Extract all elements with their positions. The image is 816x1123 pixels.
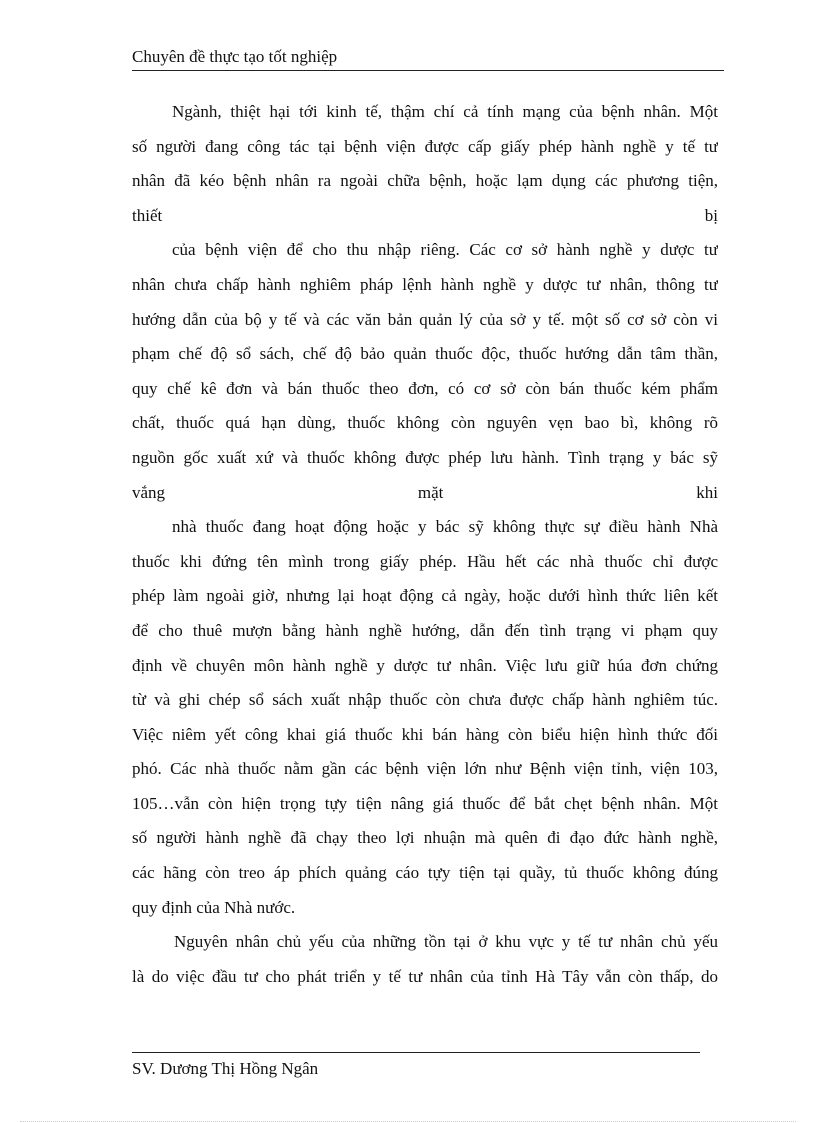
- paragraph-line: từ và ghi chép sổ sách xuất nhập thuốc còn chưa được chấp hành nghiêm túc.: [132, 690, 718, 710]
- header-divider: [132, 70, 724, 71]
- paragraph-line: các hãng còn treo áp phích quảng cáo tựy tiện tại quầy, tủ thuốc không đúng: [132, 863, 718, 883]
- paragraph-line: nhân chưa chấp hành nghiêm pháp lệnh hành nghề y dược tư nhân, thông tư: [132, 274, 718, 294]
- paragraph-line: quy chế kê đơn và bán thuốc theo đơn, có cơ sở còn bán thuốc kém phẩm: [132, 378, 718, 398]
- paragraph-line: định về chuyên môn hành nghề y dược tư nhân. Việc lưu giữ húa đơn chứng: [132, 655, 718, 675]
- paragraph-line: nhà thuốc đang hoạt động hoặc y bác sỹ không thực sự điều hành Nhà: [172, 517, 718, 537]
- paragraph-line: Việc niêm yết công khai giá thuốc khi bán hàng còn biểu hiện hình thức đối: [132, 724, 718, 744]
- paragraph-line: để cho thuê mượn bằng hành nghề hướng, dẫn đến tình trạng vi phạm quy: [132, 620, 718, 640]
- paragraph-line: Nguyên nhân chủ yếu của những tồn tại ở khu vực y tế tư nhân chủ yếu: [174, 932, 718, 952]
- page-edge-dotted-rule: [20, 1121, 796, 1122]
- body-text: [132, 95, 718, 994]
- paragraph-line: chất, thuốc quá hạn dùng, thuốc không còn nguyên vẹn bao bì, không rõ: [132, 413, 718, 433]
- paragraph-line: là do việc đầu tư cho phát triển y tế tư nhân của tỉnh Hà Tây vẫn còn thấp, do: [132, 966, 718, 986]
- paragraph-line: số người hành nghề đã chạy theo lợi nhuận mà quên đi đạo đức hành nghề,: [132, 828, 718, 848]
- paragraph-line: của bệnh viện để cho thu nhập riêng. Các cơ sở hành nghề y dược tư: [172, 240, 718, 260]
- paragraph-line: 105…vẫn còn hiện trọng tựy tiện nâng giá thuốc để bắt chẹt bệnh nhân. Một: [132, 793, 718, 813]
- paragraph-line: số người đang công tác tại bệnh viện được cấp giấy phép hành nghề y tế tư: [132, 136, 718, 156]
- paragraph-line: thiết bị: [132, 205, 718, 225]
- paragraph-line: phó. Các nhà thuốc nằm gần các bệnh viện lớn như Bệnh viện tỉnh, viện 103,: [132, 759, 718, 779]
- paragraph-line: phép làm ngoài giờ, nhưng lại hoạt động cả ngày, hoặc dưới hình thức liên kết: [132, 586, 718, 606]
- running-footer: SV. Dương Thị Hồng Ngân: [132, 1059, 319, 1078]
- paragraph-line: hướng dẫn của bộ y tế và các văn bản quản lý của sở y tế. một số cơ sở còn vi: [132, 309, 718, 329]
- paragraph-line: quy định của Nhà nước.: [132, 897, 296, 917]
- paragraph-line: Ngành, thiệt hại tới kinh tế, thậm chí cả tính mạng của bệnh nhân. Một: [172, 102, 718, 121]
- paragraph-line: phạm chế độ sổ sách, chế độ bảo quản thuốc độc, thuốc hướng dẫn tâm thần,: [132, 344, 718, 364]
- paragraph-line: thuốc khi đứng tên mình trong giấy phép. Hầu hết các nhà thuốc chỉ được: [132, 551, 718, 571]
- paragraph-line: vắng mặt khi: [132, 482, 718, 502]
- footer-divider: [132, 1052, 700, 1053]
- running-header: Chuyên đề thực tạo tốt nghiệp: [132, 47, 338, 66]
- paragraph-line: nguồn gốc xuất xứ và thuốc không được phép lưu hành. Tình trạng y bác sỹ: [132, 447, 718, 467]
- paragraph-line: nhân đã kéo bệnh nhân ra ngoài chữa bệnh, hoặc lạm dụng các phương tiện,: [132, 171, 718, 191]
